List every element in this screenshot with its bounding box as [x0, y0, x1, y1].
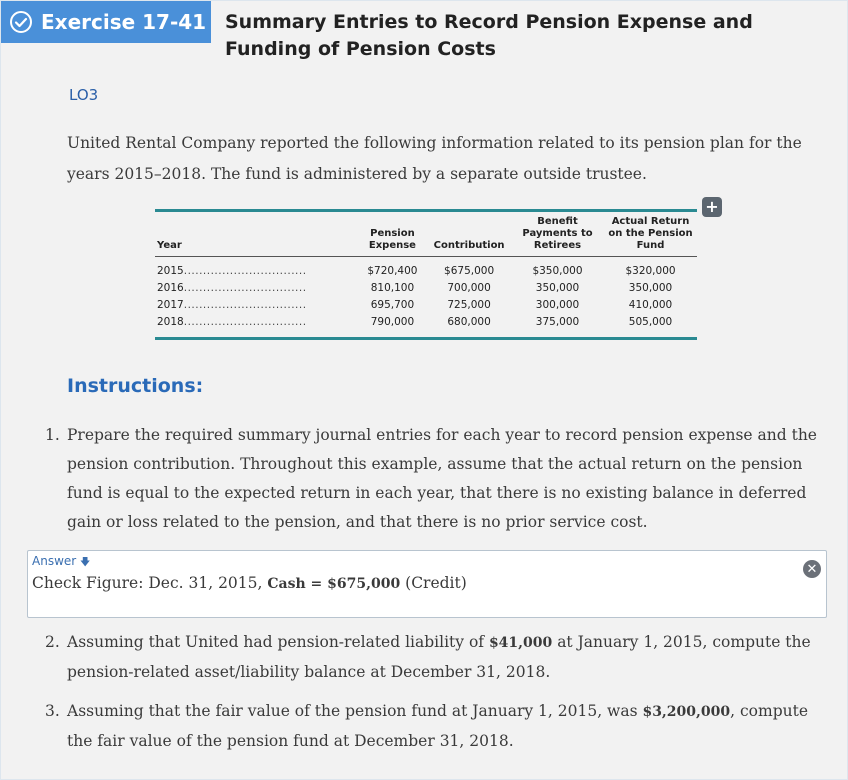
question-text-part: , compute the fair value of the pension fund at December 31, 2018.: [67, 702, 809, 750]
col-header-benefit-payments: Benefit Payments to Retirees: [511, 212, 604, 257]
cell-year: [155, 314, 358, 337]
question-3: [45, 697, 825, 756]
cell-contribution: [427, 280, 511, 297]
cell-contribution-value: 725,000: [447, 299, 491, 311]
cell-pension-expense: [358, 280, 428, 297]
question-text: [67, 697, 825, 756]
question-text-part: at January 1, 2015, compute the pension-related asset/liability balance at December 31, 2018.: [67, 633, 811, 681]
leader-dots: ................................: [183, 299, 307, 311]
pension-data-table: [155, 209, 697, 340]
question-1: [45, 421, 825, 537]
cell-year: [155, 280, 358, 297]
cell-pension-expense: [358, 314, 428, 337]
cell-contribution: [427, 314, 511, 337]
cell-actual-return-value: 350,000: [628, 282, 673, 294]
exercise-header: [1, 1, 847, 81]
cell-year-value: 2017: [157, 299, 184, 311]
fair-value-amount: $3,200,000: [642, 704, 731, 720]
question-2: [45, 628, 825, 687]
answer-label: Answer: [32, 554, 77, 568]
table-row: [155, 257, 697, 281]
check-figure-suffix: (Credit): [400, 574, 467, 592]
table-row: [155, 280, 697, 297]
cell-year-value: 2016: [157, 282, 184, 294]
exercise-title: Summary Entries to Record Pension Expense and Funding of Pension Costs: [225, 11, 753, 60]
cell-pension-expense: [358, 257, 428, 281]
question-number: 1.: [45, 426, 60, 444]
check-figure: [32, 574, 467, 592]
answer-panel: [27, 550, 827, 618]
answer-toggle[interactable]: [32, 554, 90, 572]
cell-contribution-value: 700,000: [447, 282, 491, 294]
cell-actual-return-value: 505,000: [628, 316, 673, 328]
cell-benefit-payments-value: 375,000: [535, 316, 580, 328]
cell-contribution-value: $675,000: [444, 265, 495, 277]
cell-benefit-payments: [511, 280, 604, 297]
cell-actual-return: [604, 280, 697, 297]
table-header-row: [155, 212, 697, 257]
table-row: [155, 297, 697, 314]
check-figure-cash: Cash = $675,000: [267, 576, 401, 592]
check-circle-icon: [9, 10, 33, 34]
cell-year-value: 2015: [157, 265, 184, 277]
cell-actual-return: [604, 314, 697, 337]
cell-pension-expense: [358, 297, 428, 314]
leader-dots: ................................: [183, 316, 307, 328]
table-row: [155, 314, 697, 337]
intro-text: United Rental Company reported the following information related to its pension plan for the years 2015–2018. The fund is administered by a separate outside trustee.: [67, 134, 802, 183]
instructions-heading: Instructions:: [67, 375, 204, 397]
cell-pension-expense-value: 810,100: [370, 282, 415, 294]
cell-actual-return-value: $320,000: [625, 265, 676, 277]
cell-benefit-payments: [511, 314, 604, 337]
cell-benefit-payments-value: 300,000: [535, 299, 580, 311]
cell-contribution: [427, 257, 511, 281]
col-header-actual-return: Actual Return on the Pension Fund: [604, 212, 697, 257]
exercise-number: Exercise 17-41: [41, 10, 207, 34]
question-text-part: Assuming that United had pension-related liability of: [67, 633, 489, 651]
cell-year-value: 2018: [157, 316, 184, 328]
leader-dots: ................................: [183, 282, 307, 294]
cell-contribution: [427, 297, 511, 314]
exercise-badge[interactable]: [1, 1, 211, 43]
col-header-pension-expense: Pension Expense: [358, 212, 428, 257]
cell-contribution-value: 680,000: [447, 316, 491, 328]
cell-actual-return: [604, 257, 697, 281]
cell-benefit-payments: [511, 297, 604, 314]
cell-year: [155, 257, 358, 281]
arrow-down-icon: 🡇: [80, 557, 91, 568]
question-text-part: Assuming that the fair value of the pension fund at January 1, 2015, was: [67, 702, 643, 720]
cell-pension-expense-value: 790,000: [370, 316, 415, 328]
cell-pension-expense-value: 695,700: [370, 299, 415, 311]
cell-actual-return-value: 410,000: [628, 299, 673, 311]
question-text: Prepare the required summary journal entries for each year to record pension expense and the pension contribution. Throughout this example, assume that the actual return on the pension fund is equal to the expected return in each year, that there is no existing balance in deferred gain or loss related to the pension, and that there is no prior service cost.: [67, 426, 817, 531]
liability-amount: $41,000: [488, 635, 553, 651]
col-header-year: Year: [155, 212, 358, 257]
learning-objective: LO3: [69, 86, 99, 104]
close-icon[interactable]: ✕: [803, 560, 821, 578]
cell-benefit-payments-value: $350,000: [532, 265, 583, 277]
leader-dots: ................................: [183, 265, 307, 277]
expand-table-button[interactable]: +: [702, 197, 722, 217]
question-text: [67, 628, 825, 687]
cell-benefit-payments-value: 350,000: [535, 282, 580, 294]
cell-actual-return: [604, 297, 697, 314]
check-figure-prefix: Check Figure: Dec. 31, 2015,: [32, 574, 268, 592]
cell-year: [155, 297, 358, 314]
question-number: 3.: [45, 702, 60, 720]
cell-benefit-payments: [511, 257, 604, 281]
question-number: 2.: [45, 633, 60, 651]
col-header-contribution: Contribution: [427, 212, 511, 257]
cell-pension-expense-value: $720,400: [367, 265, 418, 277]
